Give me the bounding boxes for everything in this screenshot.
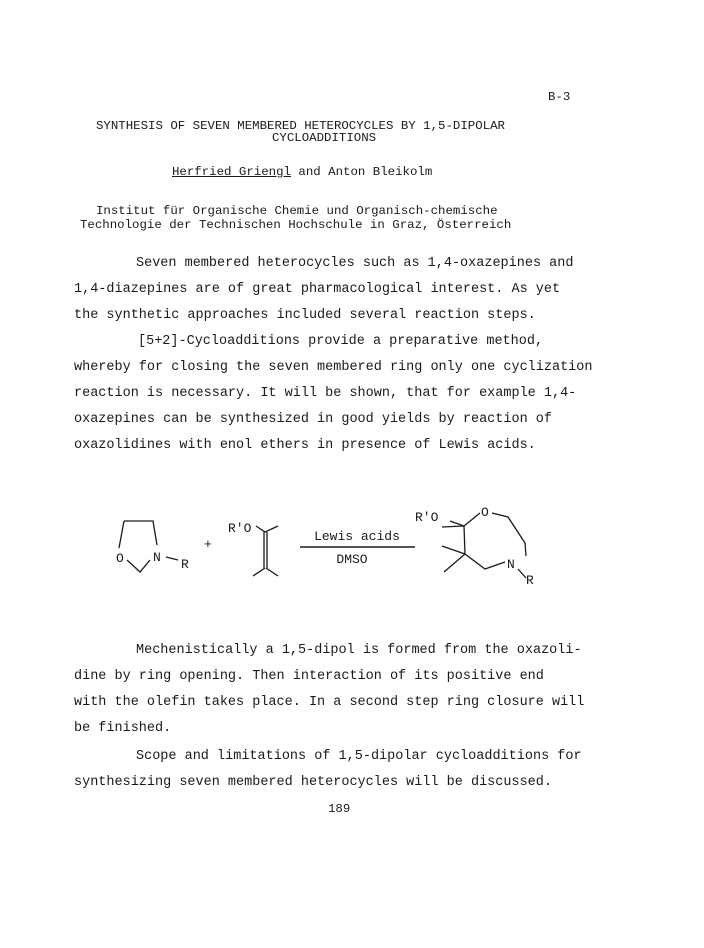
title-line-1: SYNTHESIS OF SEVEN MEMBERED HETEROCYCLES BY 1,5-DIPOLAR — [96, 119, 505, 133]
body-line: Scope and limitations of 1,5-dipolar cycloadditions for — [136, 749, 582, 764]
oxazolidine-r: R — [181, 557, 189, 572]
product-o: O — [481, 505, 489, 520]
affiliation-line-2: Technologie der Technischen Hochschule in Graz, Österreich — [80, 218, 512, 232]
oxazolidine-o: O — [116, 551, 124, 566]
product-ro: R'O — [415, 510, 439, 525]
body-line: synthesizing seven membered heterocycles will be discussed. — [74, 775, 552, 790]
page-label: B-3 — [548, 90, 571, 104]
body-line: 1,4-diazepines are of great pharmacological interest. As yet — [74, 282, 561, 297]
body-line: be finished. — [74, 721, 172, 736]
body-line: reaction is necessary. It will be shown, that for example 1,4- — [74, 386, 577, 401]
enol-ether-structure — [253, 526, 278, 576]
body-line: the synthetic approaches included several reaction steps. — [74, 308, 536, 323]
oxazolidine-structure — [119, 521, 178, 572]
body-line: with the olefin takes place. In a second step ring closure will — [74, 695, 585, 710]
authors-joiner: and — [298, 165, 321, 179]
plus-sign: + — [204, 537, 212, 552]
enol-ether-ro: R'O — [228, 521, 252, 536]
product-n: N — [507, 557, 515, 572]
body-line: [5+2]-Cycloadditions provide a preparative method, — [138, 334, 544, 349]
arrow-label-reagent: Lewis acids — [314, 529, 400, 544]
body-line: Mechenistically a 1,5-dipol is formed from the oxazoli- — [136, 643, 582, 658]
body-line: oxazolidines with enol ethers in presence of Lewis acids. — [74, 438, 536, 453]
body-line: whereby for closing the seven membered ring only one cyclization — [74, 360, 593, 375]
product-r: R — [526, 573, 534, 588]
author-1: Herfried Griengl — [172, 165, 291, 179]
body-line: Seven membered heterocycles such as 1,4-oxazepines and — [136, 256, 574, 271]
affiliation-line-1: Institut für Organische Chemie und Organisch-chemische — [96, 204, 498, 218]
body-line: oxazepines can be synthesized in good yields by reaction of — [74, 412, 552, 427]
page-number: 189 — [328, 802, 351, 816]
arrow-label-solvent: DMSO — [336, 552, 368, 567]
oxazolidine-n: N — [153, 550, 161, 565]
body-line: dine by ring opening. Then interaction of its positive end — [74, 669, 544, 684]
title-line-2: CYCLOADDITIONS — [272, 131, 377, 145]
author-2: Anton Bleikolm — [328, 165, 433, 179]
